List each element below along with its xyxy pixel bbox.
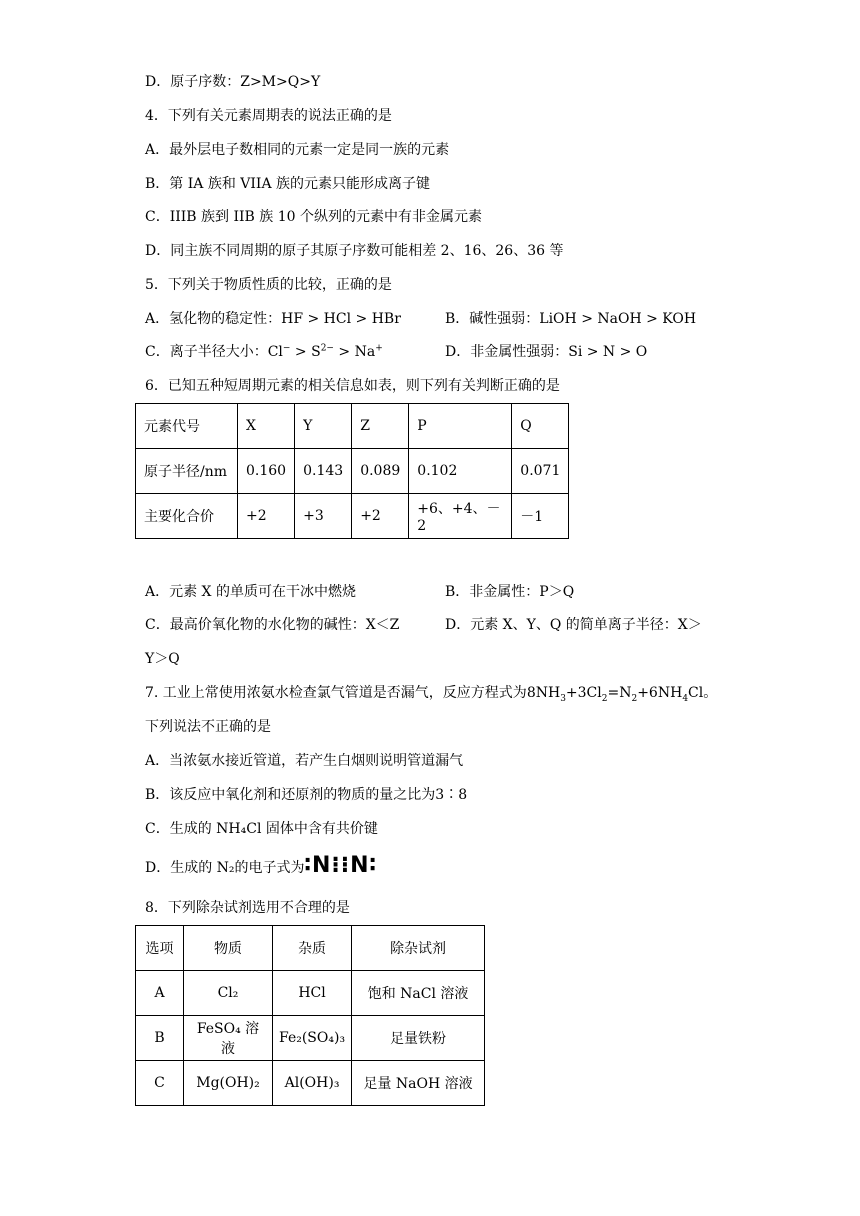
q7-stem: 7. 工业上常使用浓氨水检查氯气管道是否漏气，反应方程式为$8NH_3+3Cl_2=N_2+6NH_4Cl$。 [145, 685, 718, 704]
table-row [136, 404, 569, 449]
q5-option-c: C．离子半径大小：$Cl^- > S^{2-} > Na^+$ [145, 343, 383, 360]
q7-option-a: A．当浓氨水接近管道，若产生白烟则说明管道漏气 [145, 753, 464, 769]
table-cell: X [238, 404, 295, 449]
q5-option-a: A．氢化物的稳定性：HF > HCl > HBr [145, 311, 401, 327]
table-row [136, 926, 485, 971]
table-cell: 除杂试剂 [352, 926, 485, 971]
table-cell: Mg(OH)₂ [184, 1061, 273, 1106]
q5-option-b: B．碱性强弱：LiOH > NaOH > KOH [445, 311, 697, 327]
q4-option-a: A．最外层电子数相同的元素一定是同一族的元素 [145, 142, 450, 158]
table-cell: 0.143 [295, 449, 352, 494]
table-cell: HCl [273, 971, 352, 1016]
q4-option-d: D．同主族不同周期的原子其原子序数可能相差 2、16、26、36 等 [145, 243, 564, 259]
table-cell: 杂质 [273, 926, 352, 971]
q7-stem-2: 下列说法不正确的是 [145, 719, 271, 735]
table-cell: +3 [295, 494, 352, 539]
table-cell: B [136, 1016, 184, 1061]
q6-option-c: C．最高价氧化物的水化物的碱性：X＜Z [145, 617, 400, 633]
q4-option-b: B．第 IA 族和 VIIA 族的元素只能形成离子键 [145, 176, 431, 192]
table-cell: P [409, 404, 512, 449]
table-cell: A [136, 971, 184, 1016]
table-row [136, 1061, 485, 1106]
q3-option-d: D．原子序数：Z>M>Q>Y [145, 74, 321, 90]
table-cell: Y [295, 404, 352, 449]
q7-option-d: D．生成的 N₂的电子式为∶N⁝⁝N∶ [145, 853, 378, 878]
table-row [136, 1016, 485, 1061]
table-cell: 物质 [184, 926, 273, 971]
table-cell: 元素代号 [136, 404, 238, 449]
q6-option-a: A．元素 X 的单质可在干冰中燃烧 [145, 584, 356, 600]
table-cell: 足量 NaOH 溶液 [352, 1061, 485, 1106]
table-cell: Cl₂ [184, 971, 273, 1016]
table-cell: +2 [352, 494, 409, 539]
q7-option-c: C．生成的 NH₄Cl 固体中含有共价键 [145, 821, 378, 837]
element-info-table [135, 403, 569, 539]
q8-stem: 8．下列除杂试剂选用不合理的是 [145, 900, 350, 916]
impurity-removal-table [135, 925, 485, 1106]
nitrogen-electron-formula-icon: ∶N⁝⁝N∶ [304, 853, 378, 878]
table-cell: 0.071 [512, 449, 569, 494]
table-cell: 0.089 [352, 449, 409, 494]
table-cell: +6、+4、－2 [409, 494, 512, 539]
table-cell: 0.160 [238, 449, 295, 494]
table-cell: 主要化合价 [136, 494, 238, 539]
table-cell: +2 [238, 494, 295, 539]
table-cell: FeSO₄ 溶液 [184, 1016, 273, 1061]
table-cell: 足量铁粉 [352, 1016, 485, 1061]
q4-stem: 4．下列有关元素周期表的说法正确的是 [145, 108, 392, 124]
q6-option-b: B．非金属性：P＞Q [445, 584, 575, 600]
q5-option-d: D．非金属性强弱：Si > N > O [445, 344, 648, 360]
q6-stem: 6．已知五种短周期元素的相关信息如表，则下列有关判断正确的是 [145, 378, 560, 394]
table-cell: 原子半径/nm [136, 449, 238, 494]
q4-option-c: C．IIIB 族到 IIB 族 10 个纵列的元素中有非金属元素 [145, 209, 483, 225]
table-row [136, 449, 569, 494]
table-cell: 0.102 [409, 449, 512, 494]
table-cell: C [136, 1061, 184, 1106]
q6-option-d: D．元素 X、Y、Q 的简单离子半径：X＞ [445, 617, 702, 633]
table-row [136, 971, 485, 1016]
q6-option-d-cont: Y＞Q [145, 651, 180, 667]
table-cell: Al(OH)₃ [273, 1061, 352, 1106]
table-cell: 饱和 NaCl 溶液 [352, 971, 485, 1016]
table-cell: Fe₂(SO₄)₃ [273, 1016, 352, 1061]
q5-stem: 5．下列关于物质性质的比较，正确的是 [145, 277, 392, 293]
table-cell: 选项 [136, 926, 184, 971]
table-cell: Z [352, 404, 409, 449]
table-row [136, 494, 569, 539]
table-cell: Q [512, 404, 569, 449]
table-cell: －1 [512, 494, 569, 539]
q7-option-b: B．该反应中氧化剂和还原剂的物质的量之比为3∶8 [145, 787, 468, 803]
